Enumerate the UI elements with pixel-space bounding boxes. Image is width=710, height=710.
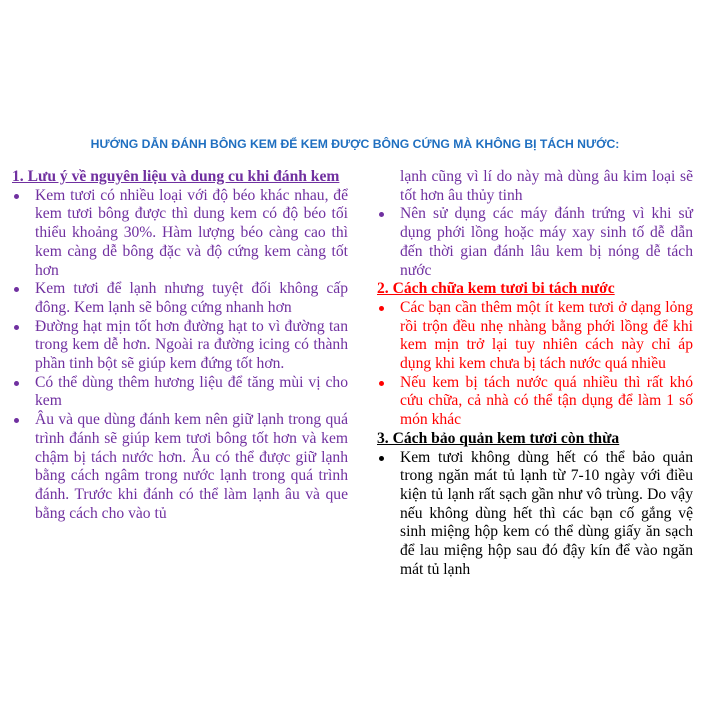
- section2-list: [377, 299, 693, 430]
- section2-heading: 2. Cách chữa kem tươi bi tách nước: [377, 280, 615, 298]
- document-title: HƯỚNG DẪN ĐÁNH BÔNG KEM ĐỂ KEM ĐƯỢC BÔNG CỨNG MÀ KHÔNG BỊ TÁCH NƯỚC:: [90, 137, 620, 151]
- list-item: Âu và que dùng đánh kem nên giữ lạnh trong quá trình đánh sẽ giúp kem tươi bông tốt hơn và kem chậm bị tách nước hơn. Âu có thể được giữ lạnh bằng cách ngâm trong nước lạnh trong quá trình đánh. Trước khi đánh có thể làm lạnh âu và que bằng cách cho vào tủ: [12, 411, 348, 523]
- section1-heading: 1. Lưu ý về nguyên liệu và dung cu khi đánh kem: [12, 168, 340, 185]
- section1-list-continued: [377, 205, 693, 280]
- list-item: Kem tươi có nhiều loại với độ béo khác nhau, để kem tươi bông được thì dung kem có độ béo tối thiểu khoảng 30%. Hàm lượng béo càng cao thì kem càng dễ bông đặc và độ cứng kem càng tốt hơn: [12, 187, 348, 281]
- right-column: [377, 168, 693, 579]
- left-column: [12, 168, 348, 523]
- list-item: Có thể dùng thêm hương liệu để tăng mùi vị cho kem: [12, 374, 348, 411]
- list-item-continuation: lạnh cũng vì lí do này mà dùng âu kim loại sẽ tốt hơn âu thủy tinh: [400, 168, 693, 204]
- section3-heading: 3. Cách bảo quản kem tươi còn thừa: [377, 429, 620, 447]
- list-item: Các bạn cần thêm một ít kem tươi ở dạng lỏng rồi trộn đều nhẹ nhàng bằng phới lồng để khi kem mịn trở lại tuy nhiên cách này chỉ áp dụng khi kem chưa bị tách nước quá nhiều: [377, 299, 693, 374]
- list-item: Nếu kem bị tách nước quá nhiều thì rất khó cứu chữa, cả nhà có thể tận dụng để làm 1 số món khác: [377, 374, 693, 430]
- section1-list: [12, 187, 348, 524]
- section3-list: [377, 449, 693, 580]
- list-item: Kem tươi không dùng hết có thể bảo quản trong ngăn mát tủ lạnh từ 7-10 ngày với điều kiện tủ lạnh rất sạch gần như vô trùng. Do vậy nếu không dùng hết thì các bạn cố gắng vệ sinh miệng hộp kem có thể dùng giấy ăn sạch để lau miệng hộp sau đó đậy kín để vào ngăn mát tủ lạnh: [377, 449, 693, 580]
- list-item: Đường hạt mịn tốt hơn đường hạt to vì đường tan trong kem dễ hơn. Ngoài ra đường icing có thành phần tinh bột sẽ giúp kem đứng tốt hơn.: [12, 318, 348, 374]
- list-item: Nên sử dụng các máy đánh trứng vì khi sử dụng phới lồng hoặc máy xay sinh tố dễ dẫn đến thời gian đánh lâu kem bị nóng dễ tách nước: [377, 205, 693, 280]
- list-item: Kem tươi để lạnh nhưng tuyệt đối không cấp đông. Kem lạnh sẽ bông cứng nhanh hơn: [12, 280, 348, 317]
